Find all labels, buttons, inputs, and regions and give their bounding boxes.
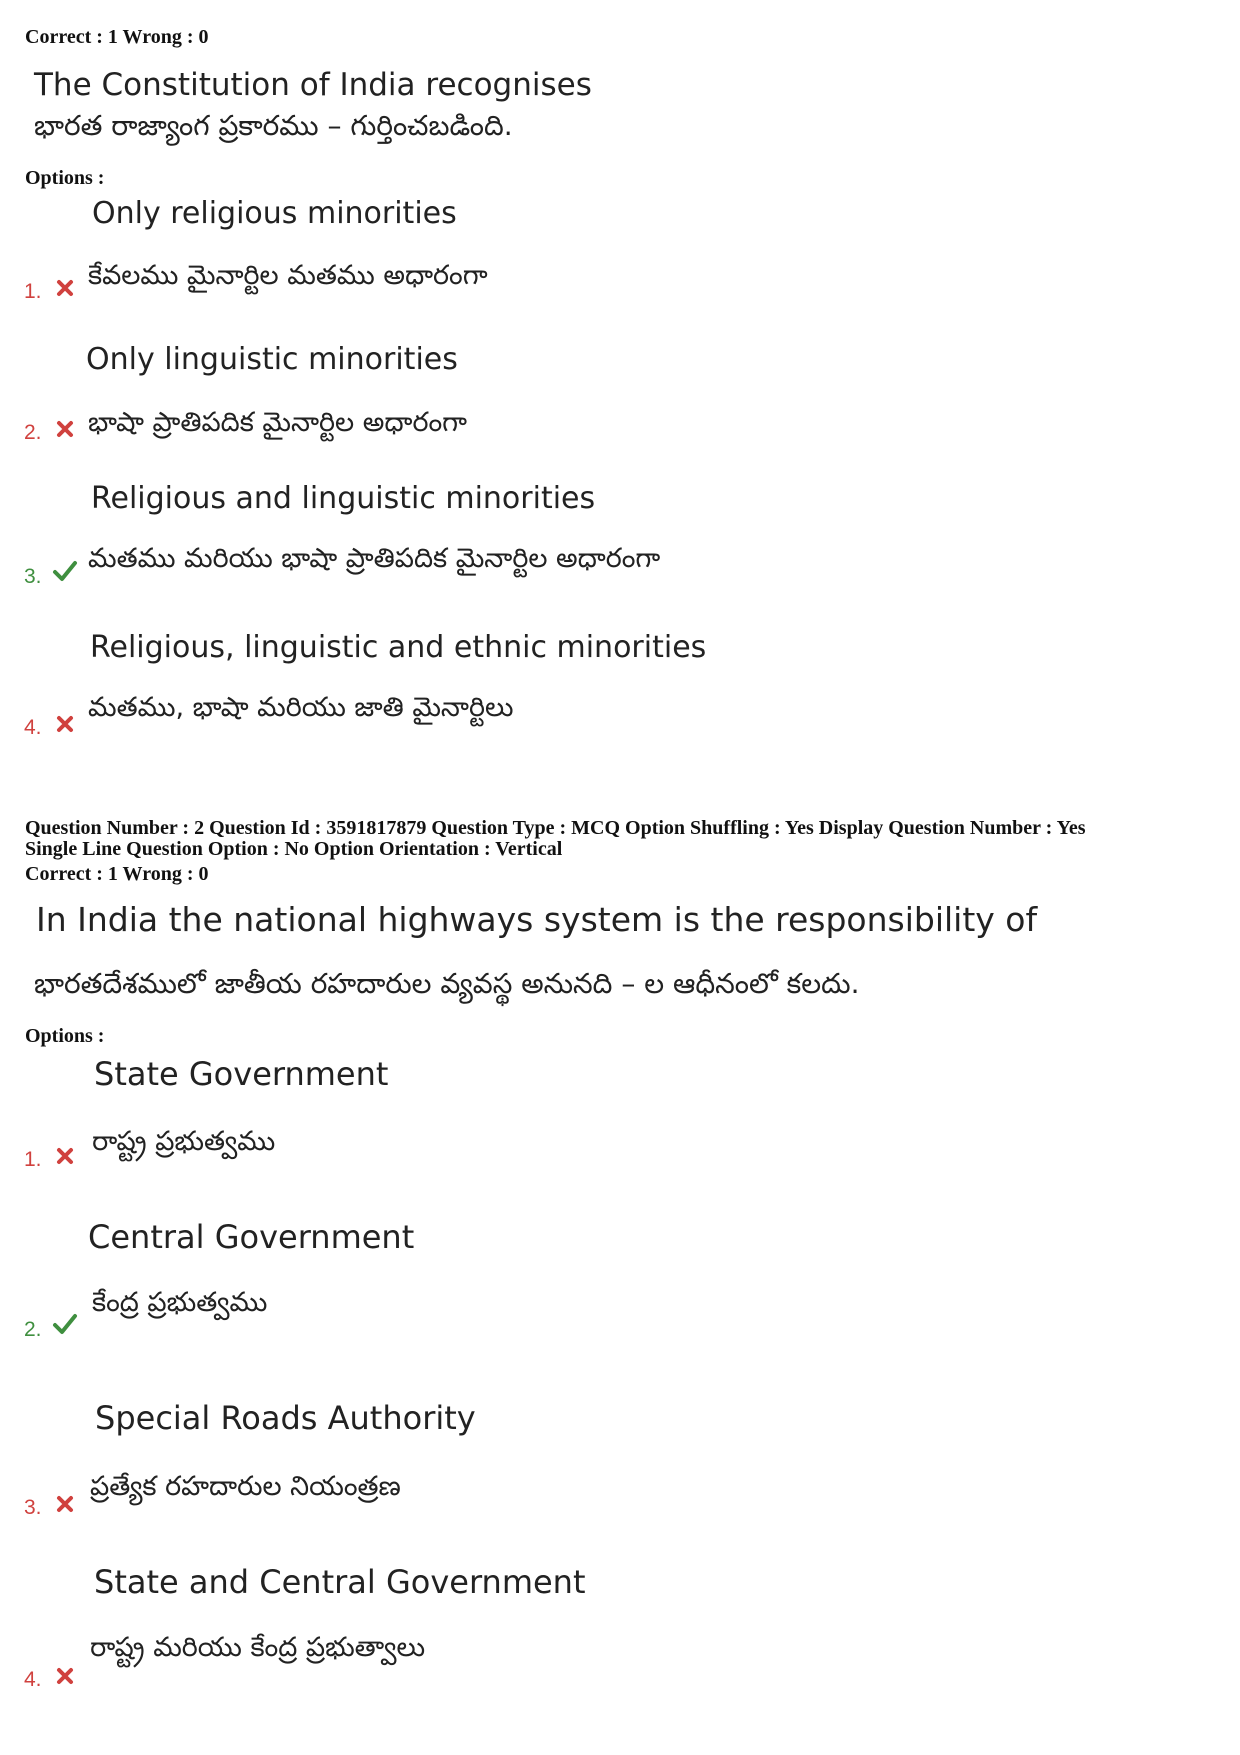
option-text-te: రాష్ట్ర మరియు కేంద్ర ప్రభుత్వాలు <box>90 1632 426 1663</box>
question-text-en: The Constitution of India recognises <box>34 67 592 103</box>
cross-icon <box>54 713 76 735</box>
question-text-te: భారత రాజ్యాంగ ప్రకారము – గుర్తించబడింది. <box>34 109 513 142</box>
cross-icon <box>54 277 76 299</box>
option-number: 2. <box>24 421 42 444</box>
option-text-te: మతము మరియు భాషా ప్రాతిపదిక మైనార్టిల అధారంగా <box>88 543 661 574</box>
check-icon <box>52 1312 78 1336</box>
option-number: 3. <box>24 565 42 588</box>
cross-icon <box>54 418 76 440</box>
option-number: 4. <box>24 1668 42 1691</box>
option-text-te: కేవలము మైనార్టిల మతము అధారంగా <box>88 260 488 291</box>
option-text-en: Special Roads Authority <box>95 1399 476 1437</box>
check-icon <box>52 559 78 583</box>
options-label: Options : <box>25 1025 105 1047</box>
option-text-en: Religious, linguistic and ethnic minorities <box>90 630 707 665</box>
question-meta-line-1: Question Number : 2 Question Id : 3591817879 Question Type : MCQ Option Shuffling : Yes Display Question Number : Yes <box>25 817 1086 839</box>
option-text-en: State and Central Government <box>94 1563 586 1601</box>
option-text-te: రాష్ట్ర ప్రభుత్వము <box>92 1126 276 1157</box>
option-text-en: Only linguistic minorities <box>86 342 458 377</box>
option-number: 1. <box>24 1148 42 1171</box>
option-text-te: కేంద్ర ప్రభుత్వము <box>92 1287 268 1318</box>
score-line: Correct : 1 Wrong : 0 <box>25 26 209 48</box>
option-text-en: Only religious minorities <box>92 196 457 231</box>
question-text-en: In India the national highways system is the responsibility of <box>36 900 1038 939</box>
cross-icon <box>54 1665 76 1687</box>
option-text-te: ప్రత్యేక రహదారుల నియంత్రణ <box>90 1471 401 1502</box>
question-meta-line-2: Single Line Question Option : No Option Orientation : Vertical <box>25 838 563 860</box>
option-number: 3. <box>24 1496 42 1519</box>
score-line: Correct : 1 Wrong : 0 <box>25 863 209 885</box>
option-number: 4. <box>24 716 42 739</box>
option-text-en: Central Government <box>88 1218 415 1256</box>
option-number: 1. <box>24 280 42 303</box>
option-text-te: భాషా ప్రాతిపదిక మైనార్టిల అధారంగా <box>88 407 468 438</box>
option-number: 2. <box>24 1318 42 1341</box>
option-text-en: State Government <box>94 1055 389 1093</box>
cross-icon <box>54 1493 76 1515</box>
question-text-te: భారతదేశములో జాతీయ రహదారుల వ్యవస్థ అనునది – ల ఆధీనంలో కలదు. <box>34 967 860 1000</box>
cross-icon <box>54 1145 76 1167</box>
option-text-te: మతము, భాషా మరియు జాతి మైనార్టిలు <box>88 692 514 723</box>
option-text-en: Religious and linguistic minorities <box>91 481 596 516</box>
options-label: Options : <box>25 167 105 189</box>
